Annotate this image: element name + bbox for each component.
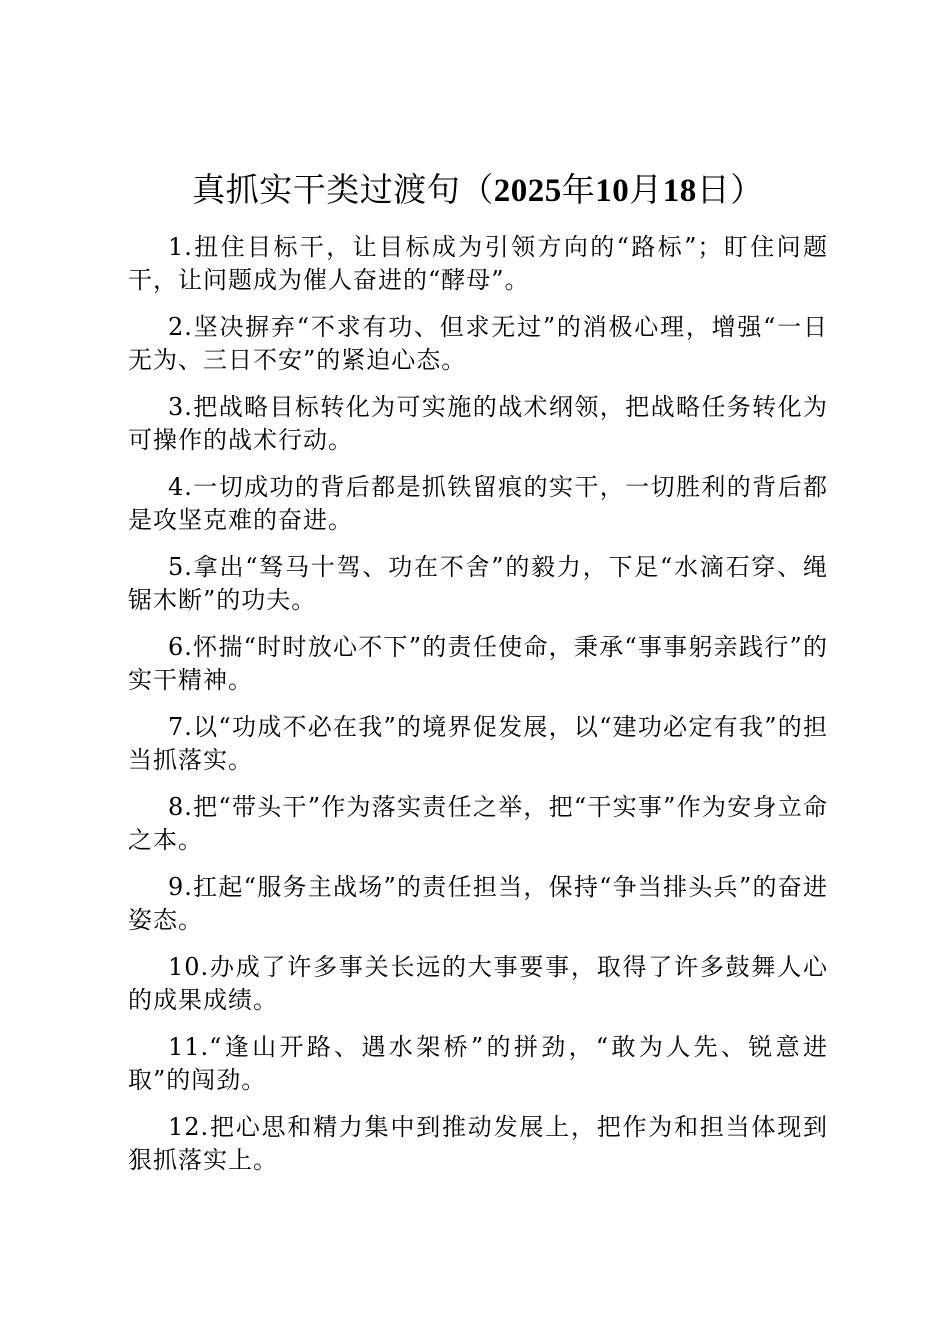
sentence-item-6: 6.怀揣“时时放心不下”的责任使命，秉承“事事躬亲践行”的实干精神。 xyxy=(128,633,828,694)
sentence-item-9: 9.扛起“服务主战场”的责任担当，保持“争当排头兵”的奋进姿态。 xyxy=(128,873,828,934)
title-year: 2025 xyxy=(493,173,562,209)
title-text: 真抓实干类过渡句（ xyxy=(192,170,494,209)
title-year-unit: 年 xyxy=(561,170,596,209)
sentence-item-3: 3.把战略目标转化为可实施的战术纲领，把战略任务转化为可操作的战术行动。 xyxy=(128,393,828,454)
sentence-item-8: 8.把“带头干”作为落实责任之举，把“干实事”作为安身立命之本。 xyxy=(128,793,828,854)
sentence-item-1: 1.扭住目标干，让目标成为引领方向的“路标”；盯住问题干，让问题成为催人奋进的“酵母”。 xyxy=(128,233,828,294)
sentence-item-7: 7.以“功成不必在我”的境界促发展，以“建功必定有我”的担当抓落实。 xyxy=(128,713,828,774)
title-day-unit: 日） xyxy=(696,170,764,209)
sentence-item-5: 5.拿出“驽马十驾、功在不舍”的毅力，下足“水滴石穿、绳锯木断”的功夫。 xyxy=(128,553,828,614)
page-title xyxy=(128,166,828,214)
title-month: 10 xyxy=(595,173,630,209)
title-day: 18 xyxy=(662,173,697,209)
sentence-item-10: 10.办成了许多事关长远的大事要事，取得了许多鼓舞人心的成果成绩。 xyxy=(128,953,828,1014)
sentence-list xyxy=(128,231,828,1177)
sentence-item-4: 4.一切成功的背后都是抓铁留痕的实干，一切胜利的背后都是攻坚克难的奋进。 xyxy=(128,473,828,534)
sentence-item-12: 12.把心思和精力集中到推动发展上，把作为和担当体现到狠抓落实上。 xyxy=(128,1113,828,1174)
sentence-item-2: 2.坚决摒弃“不求有功、但求无过”的消极心理，增强“一日无为、三日不安”的紧迫心态。 xyxy=(128,313,828,374)
sentence-item-11: 11.“逢山开路、遇水架桥”的拼劲，“敢为人先、锐意进取”的闯劲。 xyxy=(128,1033,828,1094)
title-month-unit: 月 xyxy=(629,170,663,209)
